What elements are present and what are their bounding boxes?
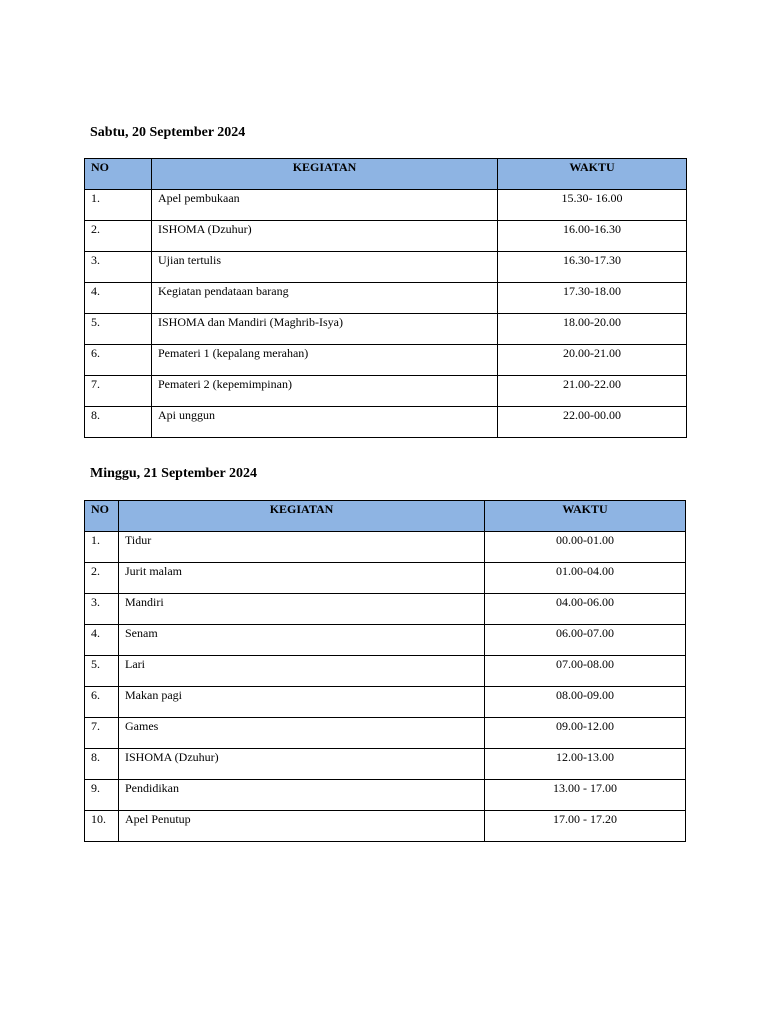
row-time: 12.00-13.00 [485,749,686,780]
row-time: 17.00 - 17.20 [485,811,686,842]
row-number: 9. [85,780,119,811]
row-number: 1. [85,532,119,563]
row-activity: Pendidikan [119,780,485,811]
row-activity: ISHOMA dan Mandiri (Maghrib-Isya) [152,314,498,345]
row-number: 5. [85,656,119,687]
table-row [85,625,686,656]
row-activity: Pemateri 2 (kepemimpinan) [152,376,498,407]
row-number: 8. [85,749,119,780]
header-time: WAKTU [485,501,686,532]
row-activity: Games [119,718,485,749]
table-row [85,407,687,438]
header-activity: KEGIATAN [119,501,485,532]
table-row [85,780,686,811]
row-activity: Pemateri 1 (kepalang merahan) [152,345,498,376]
header-no: NO [85,159,152,190]
row-time: 07.00-08.00 [485,656,686,687]
row-time: 15.30- 16.00 [498,190,687,221]
header-no: NO [85,501,119,532]
table-row [85,221,687,252]
row-number: 8. [85,407,152,438]
table-header-row [85,501,686,532]
row-number: 6. [85,345,152,376]
row-activity: Api unggun [152,407,498,438]
row-time: 00.00-01.00 [485,532,686,563]
row-activity: Tidur [119,532,485,563]
table-row [85,532,686,563]
row-time: 20.00-21.00 [498,345,687,376]
table-row [85,314,687,345]
row-time: 22.00-00.00 [498,407,687,438]
row-time: 13.00 - 17.00 [485,780,686,811]
row-number: 10. [85,811,119,842]
row-time: 18.00-20.00 [498,314,687,345]
row-activity: Kegiatan pendataan barang [152,283,498,314]
header-time: WAKTU [498,159,687,190]
row-activity: Senam [119,625,485,656]
day2-title: Minggu, 21 September 2024 [90,466,257,481]
row-number: 4. [85,283,152,314]
row-time: 09.00-12.00 [485,718,686,749]
table-row [85,190,687,221]
row-time: 16.00-16.30 [498,221,687,252]
row-number: 7. [85,718,119,749]
row-time: 17.30-18.00 [498,283,687,314]
table-row [85,563,686,594]
table-row [85,687,686,718]
table-row [85,749,686,780]
table-row [85,252,687,283]
row-number: 5. [85,314,152,345]
row-activity: Apel pembukaan [152,190,498,221]
row-activity: Jurit malam [119,563,485,594]
table-row [85,345,687,376]
day1-title: Sabtu, 20 September 2024 [90,125,246,140]
row-activity: Lari [119,656,485,687]
row-time: 04.00-06.00 [485,594,686,625]
row-number: 2. [85,221,152,252]
table-row [85,811,686,842]
row-time: 01.00-04.00 [485,563,686,594]
row-activity: Mandiri [119,594,485,625]
row-time: 06.00-07.00 [485,625,686,656]
row-number: 2. [85,563,119,594]
row-time: 21.00-22.00 [498,376,687,407]
table-row [85,718,686,749]
table-header-row [85,159,687,190]
table-row [85,376,687,407]
table-row [85,656,686,687]
table-row [85,283,687,314]
row-activity: Makan pagi [119,687,485,718]
header-activity: KEGIATAN [152,159,498,190]
row-activity: Ujian tertulis [152,252,498,283]
row-activity: Apel Penutup [119,811,485,842]
row-number: 4. [85,625,119,656]
day2-schedule-table [84,500,686,842]
table-row [85,594,686,625]
row-activity: ISHOMA (Dzuhur) [152,221,498,252]
row-time: 08.00-09.00 [485,687,686,718]
row-number: 1. [85,190,152,221]
row-activity: ISHOMA (Dzuhur) [119,749,485,780]
row-number: 3. [85,594,119,625]
row-time: 16.30-17.30 [498,252,687,283]
day1-schedule-table [84,158,687,438]
row-number: 6. [85,687,119,718]
row-number: 3. [85,252,152,283]
row-number: 7. [85,376,152,407]
